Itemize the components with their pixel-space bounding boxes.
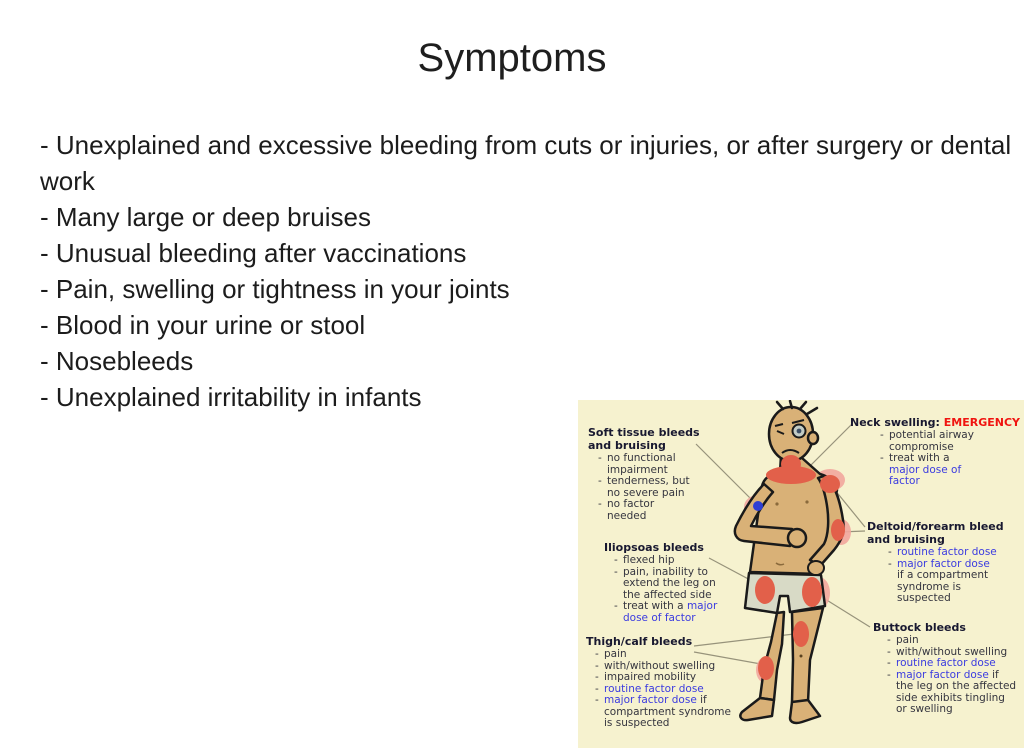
symptom-item: - Many large or deep bruises — [40, 202, 371, 232]
annotation-deltoid-forearm — [867, 520, 1022, 605]
annotation-text: if a compartment syndrome is suspected — [897, 569, 989, 604]
annotation-items — [612, 555, 724, 624]
item-dash-marker: - — [887, 645, 891, 658]
annotation-soft-tissue — [588, 426, 716, 522]
annotation-item — [878, 430, 983, 453]
item-dash-marker: - — [880, 429, 884, 441]
annotation-text: no functional impairment — [607, 452, 676, 476]
page-title: Symptoms — [417, 36, 607, 80]
item-dash-marker: - — [614, 600, 618, 612]
factor-dose-text: major dose of factor — [889, 463, 962, 487]
factor-dose-text: major factor dose — [604, 694, 697, 706]
annotation-items — [886, 547, 999, 605]
annotation-text: impaired mobility — [604, 671, 697, 683]
right-foot — [790, 700, 820, 723]
annotation-text: if the leg on the affected side exhibits tingling or swelling — [896, 668, 1017, 715]
factor-dose-text: major factor dose — [896, 668, 989, 681]
right-leg — [792, 608, 823, 702]
annotation-heading: Thigh/calf bleeds — [586, 635, 693, 648]
annotation-text: with/without swelling — [896, 645, 1008, 658]
symptom-item: - Unexplained and excessive bleeding from cuts or injuries, or after surgery or dental work — [40, 130, 1012, 196]
factor-dose-text: routine factor dose — [896, 657, 996, 669]
factor-dose-text: routine factor dose — [897, 546, 997, 558]
left-foot — [740, 698, 774, 720]
annotation-heading: Buttock bleeds — [873, 621, 966, 634]
neck-heading-text: Neck swelling: — [850, 416, 940, 429]
annotation-items — [885, 635, 1017, 716]
item-dash-marker: - — [614, 554, 618, 566]
annotation-text: treat with a — [889, 452, 950, 464]
annotation-item — [596, 476, 692, 499]
factor-dose-text: major dose of factor — [623, 600, 718, 624]
annotation-item — [593, 695, 733, 730]
annotation-text: potential airway compromise — [889, 429, 974, 453]
symptom-item: - Pain, swelling or tightness in your joints — [40, 274, 510, 304]
factor-dose-text: routine factor dose — [604, 682, 704, 695]
annotation-item — [885, 670, 1017, 716]
symptom-list — [40, 127, 1015, 415]
annotation-text: flexed hip — [623, 554, 675, 566]
item-dash-marker: - — [595, 671, 599, 683]
annotation-item — [596, 499, 692, 522]
item-dash-marker: - — [598, 452, 602, 464]
item-dash-marker: - — [598, 498, 602, 510]
annotation-item — [612, 567, 724, 602]
annotation-item — [878, 453, 983, 488]
annotation-text: with/without swelling — [604, 659, 716, 672]
item-dash-marker: - — [614, 565, 618, 578]
annotation-text: tenderness, but no severe pain — [607, 475, 690, 499]
left-leg — [760, 612, 784, 700]
annotation-text: pain — [896, 634, 919, 646]
annotation-text: no factor needed — [607, 498, 655, 522]
item-dash-marker: - — [887, 634, 891, 646]
annotation-thigh-calf — [586, 635, 738, 730]
annotation-neck-swelling — [850, 416, 1024, 488]
annotation-items — [593, 649, 733, 730]
annotation-heading: Soft tissue bleeds and bruising — [588, 426, 700, 452]
annotation-text: pain, inability to extend the leg on the affected side — [623, 565, 716, 601]
item-dash-marker: - — [595, 694, 599, 706]
emergency-label: EMERGENCY — [943, 416, 1020, 429]
annotation-heading: Iliopsoas bleeds — [604, 541, 704, 554]
annotation-buttock — [873, 621, 1022, 716]
annotation-item — [886, 559, 999, 605]
symptom-item: - Unexplained irritability in infants — [40, 382, 422, 412]
item-dash-marker: - — [598, 475, 602, 487]
hip-hand — [808, 561, 824, 575]
annotation-items — [596, 453, 692, 522]
item-dash-marker: - — [595, 659, 599, 672]
injection-site-dot — [753, 501, 763, 511]
item-dash-marker: - — [595, 682, 599, 695]
annotation-text: treat with a — [623, 600, 687, 612]
annotation-items — [878, 430, 983, 488]
fist — [788, 529, 806, 547]
annotation-text: pain — [604, 648, 627, 660]
factor-dose-text: major factor dose — [897, 557, 990, 570]
annotation-item — [596, 453, 692, 476]
annotation-iliopsoas — [604, 541, 729, 624]
item-dash-marker: - — [595, 648, 599, 660]
item-dash-marker: - — [888, 557, 892, 570]
item-dash-marker: - — [880, 452, 884, 464]
symptom-item: - Unusual bleeding after vaccinations — [40, 238, 467, 268]
symptom-item: - Blood in your urine or stool — [40, 310, 366, 340]
annotation-item — [612, 601, 724, 624]
annotation-text: if compartment syndrome is suspected — [604, 694, 731, 729]
annotation-heading — [850, 416, 1024, 429]
ear — [808, 432, 818, 444]
annotation-heading: Deltoid/forearm bleed and bruising — [867, 520, 1004, 546]
head — [769, 407, 813, 461]
item-dash-marker: - — [887, 668, 891, 681]
item-dash-marker: - — [888, 546, 892, 558]
symptom-item: - Nosebleeds — [40, 346, 194, 376]
item-dash-marker: - — [887, 657, 891, 669]
bleed-treatment-diagram — [578, 400, 1024, 748]
